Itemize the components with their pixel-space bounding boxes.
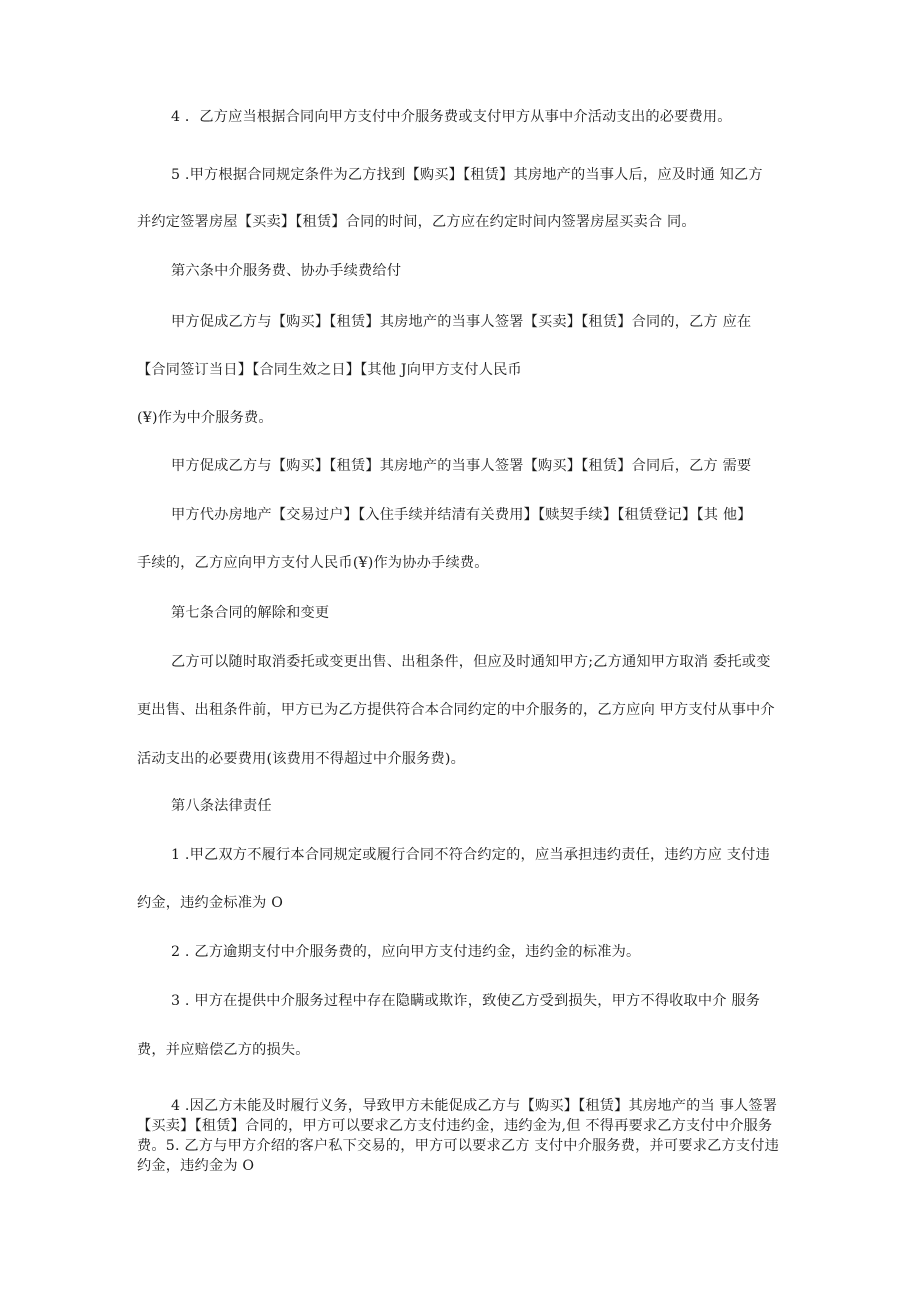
article-8-item-3-line1: 3 . 甲方在提供中介服务过程中存在隐瞒或欺诈，致使乙方受到损失，甲方不得收取中介 服务 [171,993,761,1009]
article-8-item-3-line2: 费，并应赔偿乙方的损失。 [137,1042,310,1058]
article-8-final-paragraph: 4 .因乙方未能及时履行义务，导致甲方未能促成乙方与【购买】【租赁】其房地产的当 事人签署【买卖】【租赁】合同的，甲方可以要求乙方支付违约金，违约金为,但 不得再要求乙方支付中介服务费。5. 乙方与甲方介绍的客户私下交易的，甲方可以要求乙方 支付中介服务费，并可要求乙方支付违约金，违约金为 O [137,1098,780,1174]
article-7-heading: 第七条合同的解除和变更 [171,605,330,621]
clause-5-item-5-line2: 并约定签署房屋【买卖】【租赁】合同的时间，乙方应在约定时间内签署房屋买卖合 同。 [137,214,696,230]
clause-5-item-5-line1: 5 .甲方根据合同规定条件为乙方找到【购买】【租赁】其房地产的当事人后，应及时通 知乙方 [171,167,763,183]
article-6-para1-line1: 甲方促成乙方与【购买】【租赁】其房地产的当事人签署【买卖】【租赁】合同的，乙方 应在 [171,314,752,330]
clause-5-item-4: 4 ．乙方应当根据合同向甲方支付中介服务费或支付甲方从事中介活动支出的必要费用。 [171,109,732,125]
article-7-para-line3: 活动支出的必要费用(该费用不得超过中介服务费)。 [137,751,465,767]
article-6-para1-line3: (¥)作为中介服务费。 [137,410,273,426]
article-6-para2-line1: 甲方促成乙方与【购买】【租赁】其房地产的当事人签署【购买】【租赁】合同后，乙方 需要 [171,458,752,474]
article-7-para-line2: 更出售、出租条件前，甲方已为乙方提供符合本合同约定的中介服务的，乙方应向 甲方支付从事中介 [137,702,775,718]
article-8-item-1-line2: 约金，违约金标准为 O [137,895,284,911]
article-8-item-2: 2 . 乙方逾期支付中介服务费的，应向甲方支付违约金，违约金的标准为。 [171,944,641,960]
article-6-para2-line2: 甲方代办房地产【交易过户】【入住手续并结清有关费用】【赎契手续】【租赁登记】【其 他】 [171,507,752,523]
article-8-item-1-line1: 1 .甲乙双方不履行本合同规定或履行合同不符合约定的，应当承担违约责任，违约方应 支付违 [171,847,770,863]
article-7-para-line1: 乙方可以随时取消委托或变更出售、出租条件，但应及时通知甲方;乙方通知甲方取消 委托或变 [171,654,771,670]
article-8-heading: 第八条法律责任 [171,798,272,814]
article-6-heading: 第六条中介服务费、协办手续费给付 [171,263,402,279]
article-6-para1-line2: 【合同签订当日】【合同生效之日】【其他 J向甲方支付人民币 [137,362,522,378]
article-6-para2-line3: 手续的，乙方应向甲方支付人民币(¥)作为协办手续费。 [137,555,489,571]
